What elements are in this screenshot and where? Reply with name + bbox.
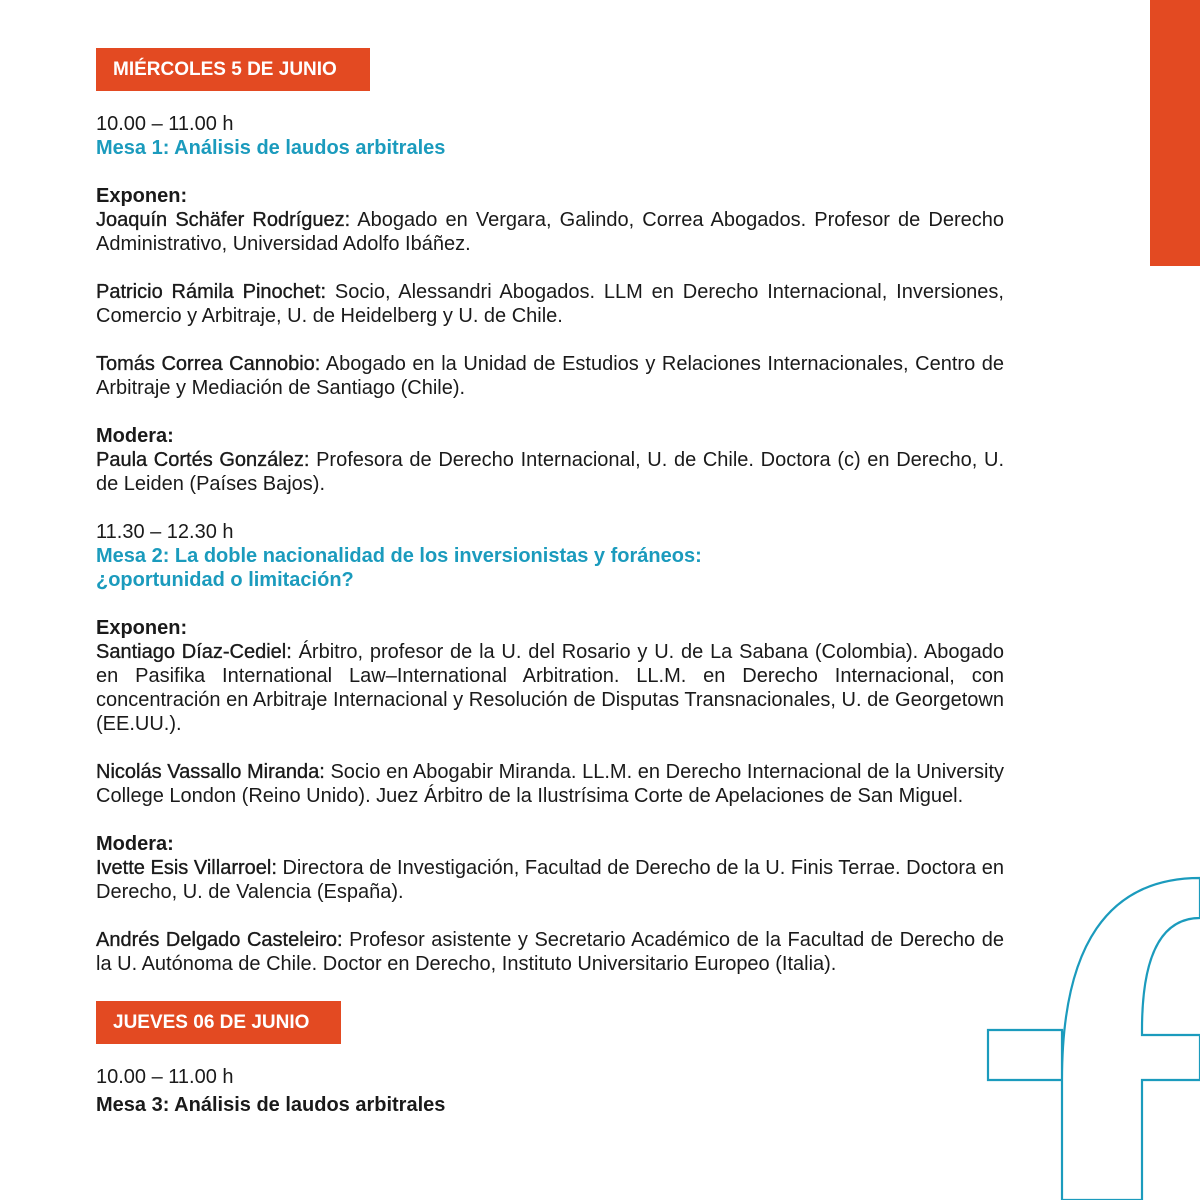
moderator-entry [96,448,1004,496]
moderator-bio: Profesora de Derecho Internacional, U. de Chile. Doctora (c) en Derecho, U. de Leiden (Países Bajos). [96,449,1004,495]
speaker-name: Nicolás Vassallo Miranda: [96,761,325,783]
moderator-entry [96,928,1004,976]
speaker-bio: Abogado en Vergara, Galindo, Correa Abogados. Profesor de Derecho Administrativo, Universidad Adolfo Ibáñez. [96,209,1004,255]
moderator-name: Andrés Delgado Casteleiro: [96,929,343,951]
letter-f-outline-icon [980,870,1200,1200]
moderator-label: Modera: [96,833,174,855]
speaker-name: Santiago Díaz-Cediel: [96,641,292,663]
session-title-line-2: ¿oportunidad o limitación? [96,569,354,591]
speaker-bio: Socio en Abogabir Miranda. LL.M. en Derecho Internacional de la University College London (Reino Unido). Juez Árbitro de la Ilustrísima Corte de Apelaciones de San Miguel. [96,761,1004,807]
moderator-name: Ivette Esis Villarroel: [96,857,277,879]
session-time: 10.00 – 11.00 h [96,113,234,135]
moderator-name: Paula Cortés González: [96,449,310,471]
session-time: 10.00 – 11.00 h [96,1066,234,1088]
speaker-name: Patricio Rámila Pinochet: [96,281,327,303]
speaker-entry [96,640,1004,736]
moderator-bio: Directora de Investigación, Facultad de Derecho de la U. Finis Terrae. Doctora en Derecho, U. de Valencia (España). [96,857,1004,903]
speaker-name: Tomás Correa Cannobio: [96,353,321,375]
speaker-bio: Socio, Alessandri Abogados. LLM en Derecho Internacional, Inversiones, Comercio y Arbitraje, U. de Heidelberg y U. de Chile. [96,281,1004,327]
speaker-bio: Abogado en la Unidad de Estudios y Relaciones Internacionales, Centro de Arbitraje y Mediación de Santiago (Chile). [96,353,1004,399]
session-title: Mesa 2: La doble nacionalidad de los inversionistas y foráneos: [96,545,702,567]
speaker-entry [96,208,1004,256]
speaker-entry [96,280,1004,328]
corner-accent-bar [1150,0,1200,266]
moderator-entry [96,856,1004,904]
session-title: Mesa 1: Análisis de laudos arbitrales [96,137,446,159]
session-time: 11.30 – 12.30 h [96,521,234,543]
session-title: Mesa 3: Análisis de laudos arbitrales [96,1094,446,1116]
speaker-entry [96,760,1004,808]
speaker-bio: Árbitro, profesor de la U. del Rosario y U. de La Sabana (Colombia). Abogado en Pasifika International Law–International Arbitration. LL.M. en Derecho Internacional, con concentración en Arbitraje Internacional y Resolución de Disputas Transnacionales, U. de Georgetown (EE.UU.). [96,641,1004,735]
moderator-label: Modera: [96,425,174,447]
day-badge-thursday: JUEVES 06 DE JUNIO [96,1001,341,1044]
speakers-label: Exponen: [96,617,188,639]
speaker-entry [96,352,1004,400]
moderator-bio: Profesor asistente y Secretario Académico de la Facultad de Derecho de la U. Autónoma de Chile. Doctor en Derecho, Instituto Universitario Europeo (Italia). [96,929,1004,975]
day-badge-wednesday: MIÉRCOLES 5 DE JUNIO [96,48,370,91]
speakers-label: Exponen: [96,185,188,207]
speaker-name: Joaquín Schäfer Rodríguez: [96,209,351,231]
program-schedule [96,48,1004,1121]
